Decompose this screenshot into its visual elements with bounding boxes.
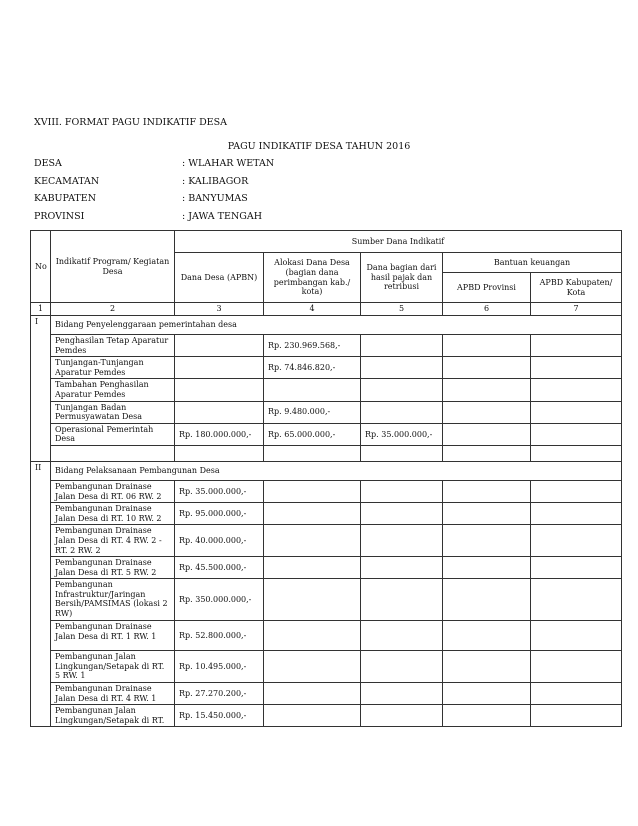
cell-add: Rp. 230.969.568,- (264, 335, 361, 357)
cell-add (264, 683, 361, 705)
cell-prov (443, 357, 531, 379)
cell-add (264, 525, 361, 557)
table-row (31, 579, 622, 621)
table-row (31, 480, 622, 502)
table-row (31, 621, 622, 651)
cell-prov (443, 401, 531, 423)
column-number: 2 (51, 303, 175, 316)
meta-label: KECAMATAN (34, 175, 100, 187)
meta-label: KABUPATEN (34, 193, 97, 205)
pagu-indikatif-table (30, 230, 622, 727)
cell-add (264, 503, 361, 525)
table-row (31, 525, 622, 557)
cell-add (264, 579, 361, 621)
meta-row-desa (34, 155, 274, 173)
meta-row-kecamatan (34, 173, 274, 191)
cell-apbn (175, 401, 264, 423)
cell-apbn (175, 357, 264, 379)
cell-pajak (361, 379, 443, 401)
cell-kab (531, 705, 622, 727)
table-row (31, 705, 622, 727)
cell-add (264, 379, 361, 401)
cell-apbn: Rp. 40.000.000,- (175, 525, 264, 557)
cell-prov (443, 480, 531, 502)
cell-prov (443, 423, 531, 445)
cell-kab (531, 525, 622, 557)
header-alokasi-dana-desa: Alokasi Dana Desa (bagian dana perimbangan kab./ kota) (264, 253, 361, 303)
cell-add (264, 705, 361, 727)
table-row (31, 651, 622, 683)
column-number: 6 (443, 303, 531, 316)
cell-kab (531, 379, 622, 401)
cell-add (264, 557, 361, 579)
cell-program: Pembangunan Drainase Jalan Desa di RT. 5 RW. 2 (51, 557, 175, 579)
column-number: 1 (31, 303, 51, 316)
cell-program: Pembangunan Drainase Jalan Desa di RT. 4 RW. 1 (51, 683, 175, 705)
cell-program: Pembangunan Jalan Lingkungan/Setapak di RT. (51, 705, 175, 727)
header-no: No (31, 231, 51, 303)
cell-program: Tunjangan Badan Permusyawatan Desa (51, 401, 175, 423)
cell-pajak (361, 651, 443, 683)
table-row (31, 401, 622, 423)
cell-apbn (175, 335, 264, 357)
cell-kab (531, 445, 622, 461)
document-heading: XVIII. FORMAT PAGU INDIKATIF DESA (34, 117, 227, 128)
cell-prov (443, 557, 531, 579)
cell-kab (531, 557, 622, 579)
table-row (31, 683, 622, 705)
cell-prov (443, 335, 531, 357)
meta-label: DESA (34, 158, 62, 170)
cell-program: Operasional Pemerintah Desa (51, 423, 175, 445)
section-number: I (31, 316, 51, 462)
cell-program: Pembangunan Drainase Jalan Desa di RT. 1 RW. 1 (51, 621, 175, 651)
cell-program (51, 445, 175, 461)
cell-pajak (361, 480, 443, 502)
cell-kab (531, 423, 622, 445)
document-subtitle: PAGU INDIKATIF DESA TAHUN 2016 (227, 141, 411, 152)
header-apbd-provinsi: APBD Provinsi (443, 273, 531, 303)
cell-add: Rp. 9.480.000,- (264, 401, 361, 423)
table-row (31, 557, 622, 579)
section-title-row (31, 461, 622, 480)
cell-prov (443, 579, 531, 621)
cell-program: Tambahan Penghasilan Aparatur Pemdes (51, 379, 175, 401)
cell-pajak (361, 445, 443, 461)
location-info (34, 155, 274, 225)
meta-value: : KALIBAGOR (182, 175, 249, 187)
cell-prov (443, 445, 531, 461)
cell-prov (443, 705, 531, 727)
cell-pajak (361, 683, 443, 705)
cell-apbn: Rp. 350.000.000,- (175, 579, 264, 621)
table-row (31, 503, 622, 525)
column-number: 4 (264, 303, 361, 316)
cell-program: Tunjangan-Tunjangan Aparatur Pemdes (51, 357, 175, 379)
cell-add: Rp. 65.000.000,- (264, 423, 361, 445)
meta-value: : BANYUMAS (182, 193, 248, 205)
table-row (31, 445, 622, 461)
cell-prov (443, 621, 531, 651)
cell-add (264, 621, 361, 651)
cell-add (264, 445, 361, 461)
cell-kab (531, 579, 622, 621)
cell-program: Pembangunan Infrastruktur/Jaringan Bersih/PAMSIMAS (lokasi 2 RW) (51, 579, 175, 621)
cell-program: Pembangunan Drainase Jalan Desa di RT. 4 RW. 2 - RT. 2 RW. 2 (51, 525, 175, 557)
cell-program: Penghasilan Tetap Aparatur Pemdes (51, 335, 175, 357)
cell-program: Pembangunan Drainase Jalan Desa di RT. 10 RW. 2 (51, 503, 175, 525)
cell-prov (443, 651, 531, 683)
cell-apbn: Rp. 15.450.000,- (175, 705, 264, 727)
cell-apbn: Rp. 27.270.200,- (175, 683, 264, 705)
header-apbd-kabupaten: APBD Kabupaten/ Kota (531, 273, 622, 303)
section-title: Bidang Penyelenggaraan pemerintahan desa (51, 316, 622, 335)
cell-prov (443, 503, 531, 525)
cell-apbn: Rp. 52.800.000,- (175, 621, 264, 651)
cell-kab (531, 683, 622, 705)
meta-value: : WLAHAR WETAN (182, 158, 275, 170)
cell-kab (531, 503, 622, 525)
cell-kab (531, 357, 622, 379)
cell-add (264, 480, 361, 502)
cell-kab (531, 651, 622, 683)
cell-pajak (361, 525, 443, 557)
cell-pajak (361, 579, 443, 621)
cell-kab (531, 335, 622, 357)
header-sumber-dana: Sumber Dana Indikatif (175, 231, 622, 253)
cell-program: Pembangunan Drainase Jalan Desa di RT. 06 RW. 2 (51, 480, 175, 502)
cell-apbn: Rp. 95.000.000,- (175, 503, 264, 525)
cell-pajak (361, 557, 443, 579)
column-number: 5 (361, 303, 443, 316)
meta-value: : JAWA TENGAH (182, 210, 262, 222)
cell-program: Pembangunan Jalan Lingkungan/Setapak di RT. 5 RW. 1 (51, 651, 175, 683)
meta-row-kabupaten (34, 190, 274, 208)
meta-label: PROVINSI (34, 210, 85, 222)
cell-kab (531, 621, 622, 651)
cell-pajak (361, 357, 443, 379)
cell-apbn: Rp. 180.000.000,- (175, 423, 264, 445)
cell-prov (443, 379, 531, 401)
section-title: Bidang Pelaksanaan Pembangunan Desa (51, 461, 622, 480)
cell-apbn (175, 379, 264, 401)
cell-pajak (361, 705, 443, 727)
cell-pajak (361, 503, 443, 525)
cell-prov (443, 525, 531, 557)
cell-kab (531, 401, 622, 423)
table-row (31, 357, 622, 379)
header-dana-desa-apbn: Dana Desa (APBN) (175, 253, 264, 303)
table-row (31, 379, 622, 401)
cell-apbn (175, 445, 264, 461)
cell-prov (443, 683, 531, 705)
cell-apbn: Rp. 35.000.000,- (175, 480, 264, 502)
section-number: II (31, 461, 51, 727)
cell-apbn: Rp. 45.500.000,- (175, 557, 264, 579)
cell-add: Rp. 74.846.820,- (264, 357, 361, 379)
meta-row-provinsi (34, 208, 274, 226)
table-row (31, 423, 622, 445)
cell-pajak: Rp. 35.000.000,- (361, 423, 443, 445)
cell-pajak (361, 401, 443, 423)
header-bantuan-keuangan: Bantuan keuangan (443, 253, 622, 273)
header-dana-bagian-pajak: Dana bagian dari hasil pajak dan retribusi (361, 253, 443, 303)
cell-kab (531, 480, 622, 502)
cell-apbn: Rp. 10.495.000,- (175, 651, 264, 683)
header-program: Indikatif Program/ Kegiatan Desa (51, 231, 175, 303)
section-title-row (31, 316, 622, 335)
cell-pajak (361, 335, 443, 357)
column-number: 7 (531, 303, 622, 316)
cell-add (264, 651, 361, 683)
column-number-row (31, 303, 622, 316)
table-row (31, 335, 622, 357)
cell-pajak (361, 621, 443, 651)
column-number: 3 (175, 303, 264, 316)
